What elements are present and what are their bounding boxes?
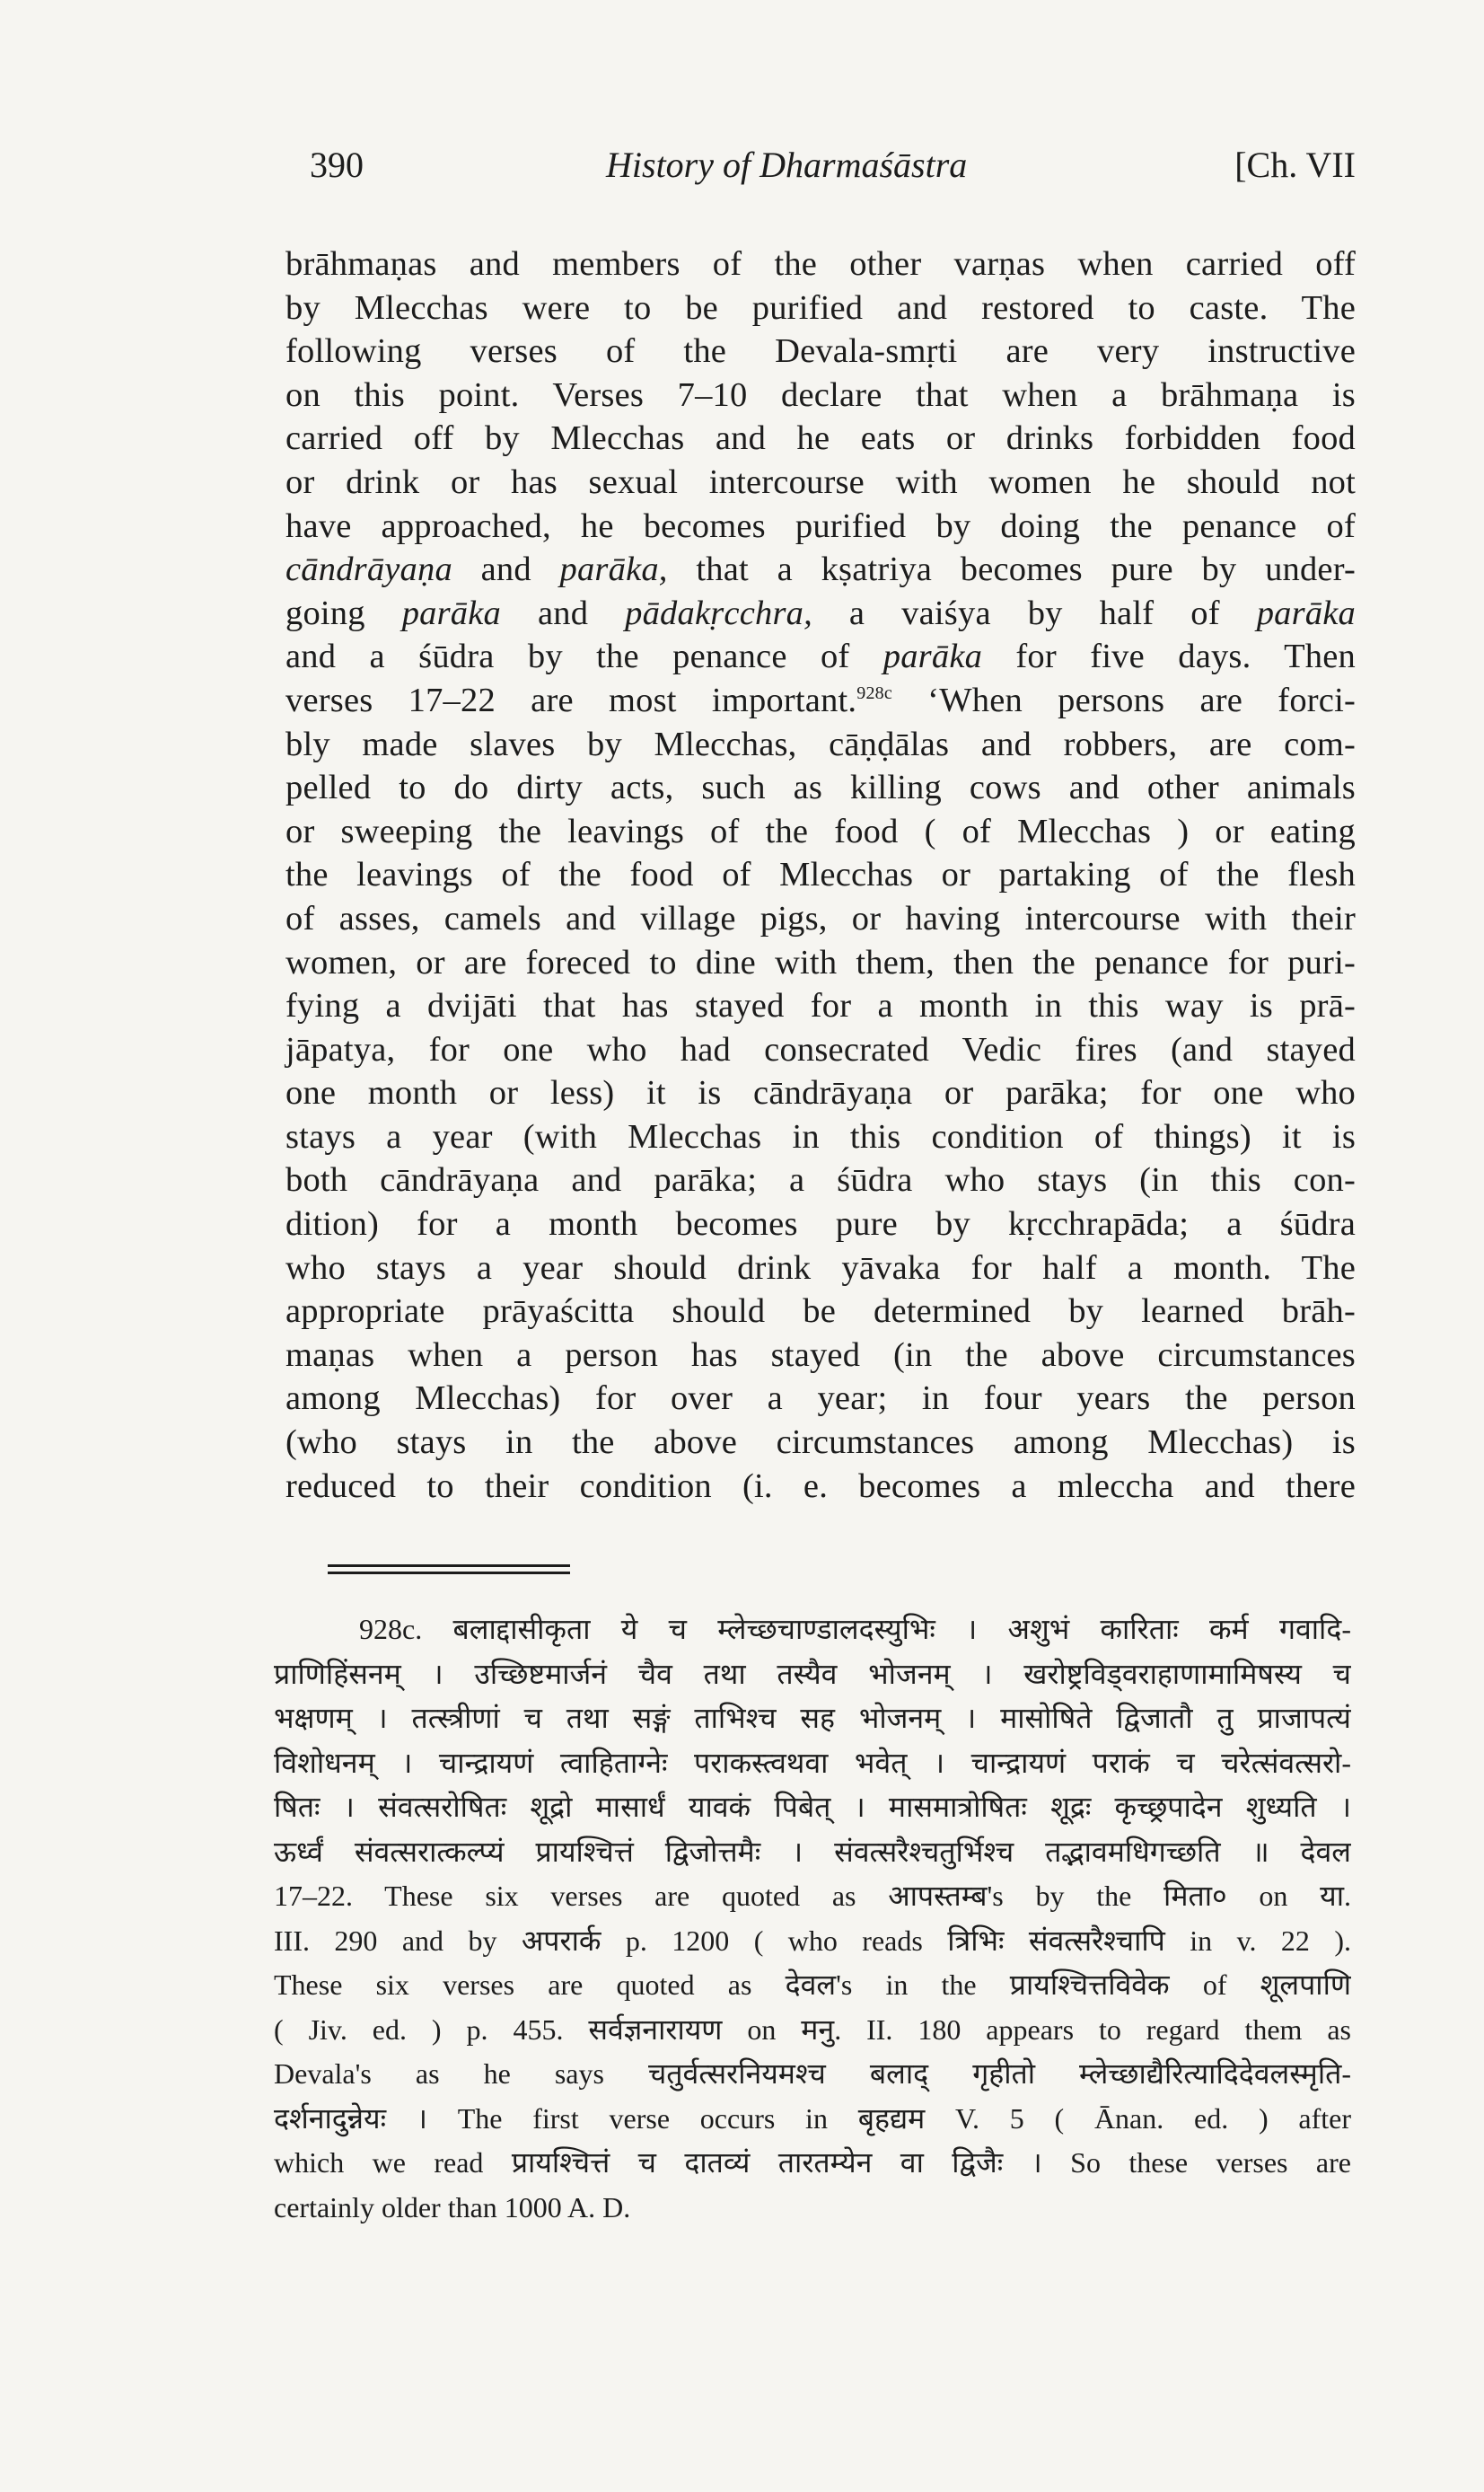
footnote-line: III. 290 and by अपरार्क p. 1200 ( who reads त्रिभिः संवत्सरैश्चापि in v. 22 ). xyxy=(274,1924,1351,1957)
body-line: or sweeping the leavings of the food ( of Mlecchas ) or eating xyxy=(285,812,1356,850)
body-line: one month or less) it is cāndrāyaṇa or parāka; for one who xyxy=(285,1074,1356,1113)
body-line: stays a year (with Mlecchas in this condition of things) it is xyxy=(285,1117,1356,1156)
body-line: appropriate prāyaścitta should be determined by learned brāh- xyxy=(285,1292,1356,1331)
body-line: jāpatya, for one who had consecrated Vedic fires (and stayed xyxy=(285,1030,1356,1069)
italic-term: cāndrāyaṇa xyxy=(285,550,452,589)
running-title: History of Dharmaśāstra xyxy=(606,145,968,185)
body-line: among Mlecchas) for over a year; in four years the person xyxy=(285,1379,1356,1418)
footnote-block xyxy=(274,1607,1351,2230)
main-text xyxy=(285,242,1356,1508)
body-line: by Mlecchas were to be purified and restored to caste. The xyxy=(285,288,1356,327)
footnote-line: certainly older than 1000 A. D. xyxy=(274,2190,631,2223)
italic-term: parāka xyxy=(882,638,983,676)
body-line: brāhmaṇas and members of the other varṇas when carried off xyxy=(285,245,1356,283)
footnote-line: which we read प्रायश्चित्तं च दातव्यं तारतम्येन वा द्विजैः । So these verses are xyxy=(274,2146,1351,2179)
italic-term: parāka xyxy=(401,594,501,632)
page-header xyxy=(310,144,1356,198)
body-line: and a śūdra by the penance of parāka for five days. Then xyxy=(285,638,1356,676)
footnote-line: These six verses are quoted as देवल's in the प्रायश्चित्तविवेक of शूलपाणि xyxy=(274,1968,1351,2001)
body-line: maṇas when a person has stayed (in the above circumstances xyxy=(285,1335,1356,1374)
body-line: who stays a year should drink yāvaka for half a month. The xyxy=(285,1248,1356,1287)
body-line: verses 17–22 are most important.$^{928c}$ ‘When persons are forci- xyxy=(285,681,1356,719)
footnote-line: प्राणिहिंसनम् । उच्छिष्टमार्जनं चैव तथा तस्यैव भोजनम् । खरोष्ट्रविड्वराहाणामामिषस्य च xyxy=(274,1657,1351,1690)
page-number: 390 xyxy=(310,145,364,185)
body-line: (who stays in the above circumstances among Mlecchas) is xyxy=(285,1423,1356,1462)
body-line: following verses of the Devala-smṛti are very instructive xyxy=(285,332,1356,371)
body-line: cāndrāyaṇa and parāka, that a kṣatriya becomes pure by under- xyxy=(285,550,1356,589)
footnote-line: 928c. बलाद्दासीकृता ये च म्लेच्छचाण्डालदस्युभिः । अशुभं कारिताः कर्म गवादि- xyxy=(359,1613,1351,1645)
italic-term: pādakṛcchra, xyxy=(625,594,812,632)
body-line: women, or are foreced to dine with them, then the penance for puri- xyxy=(285,943,1356,982)
italic-term: parāka xyxy=(1256,594,1356,632)
footnote-separator xyxy=(328,1564,570,1567)
footnote-line: भक्षणम् । तत्स्त्रीणां च तथा सङ्गं ताभिश्च सह भोजनम् । मासोषिते द्विजातौ तु प्राजापत्यं xyxy=(274,1702,1351,1734)
body-line: the leavings of the food of Mlecchas or partaking of the flesh xyxy=(285,856,1356,894)
footnote-separator xyxy=(328,1572,570,1574)
footnote-line: दर्शनादुन्नेयः । The first verse occurs in बृहद्यम V. 5 ( Ānan. ed. ) after xyxy=(274,2101,1351,2135)
footnote-line: ऊर्ध्वं संवत्सरात्कल्प्यं प्रायश्चित्तं द्विजोत्तमैः । संवत्सरैश्चतुर्भिश्च तद्भावमधिगच्छति ॥ देवल xyxy=(274,1835,1351,1868)
footnote-line: ( Jiv. ed. ) p. 455. सर्वज्ञनारायण on मनु. II. 180 appears to regard them as xyxy=(274,2012,1351,2046)
footnote-line: षितः । संवत्सरोषितः शूद्रो मासार्धं यावकं पिबेत् । मासमात्रोषितः शूद्रः कृच्छ्रपादेन शुध्यति । xyxy=(274,1791,1351,1823)
body-line: have approached, he becomes purified by doing the penance of xyxy=(285,506,1356,545)
body-line: or drink or has sexual intercourse with women he should not xyxy=(285,462,1356,501)
body-line: both cāndrāyaṇa and parāka; a śūdra who stays (in this con- xyxy=(285,1161,1356,1200)
footnote-line: 17–22. These six verses are quoted as आपस्तम्ब's by the मिता० on या. xyxy=(274,1880,1351,1912)
italic-term: parāka, xyxy=(559,550,668,589)
footnote-line: विशोधनम् । चान्द्रायणं त्वाहिताग्नेः पराकस्त्वथवा भवेत् । चान्द्रायणं पराकं च चरेत्संवत्सरो- xyxy=(274,1746,1351,1779)
body-line: reduced to their condition (i. e. becomes a mleccha and there xyxy=(285,1466,1356,1505)
body-line: fying a dvijāti that has stayed for a month in this way is prā- xyxy=(285,987,1356,1026)
body-line: carried off by Mlecchas and he eats or drinks forbidden food xyxy=(285,419,1356,458)
footnote-reference[interactable]: 928c xyxy=(856,682,892,703)
body-line: bly made slaves by Mlecchas, cāṇḍālas and robbers, are com- xyxy=(285,725,1356,763)
body-line: of asses, camels and village pigs, or having intercourse with their xyxy=(285,899,1356,938)
body-line: going parāka and pādakṛcchra, a vaiśya by half of parāka xyxy=(285,594,1356,632)
chapter-label: [Ch. VII xyxy=(1234,145,1356,185)
footnote-line: Devala's as he says चतुर्वत्सरनियमश्च बलाद् गृहीतो म्लेच्छाद्यैरित्यादिदेवलस्मृति- xyxy=(274,2057,1351,2090)
body-line: pelled to do dirty acts, such as killing cows and other animals xyxy=(285,769,1356,807)
body-line: dition) for a month becomes pure by kṛcchrapāda; a śūdra xyxy=(285,1205,1356,1244)
body-line: on this point. Verses 7–10 declare that when a brāhmaṇa is xyxy=(285,375,1356,414)
